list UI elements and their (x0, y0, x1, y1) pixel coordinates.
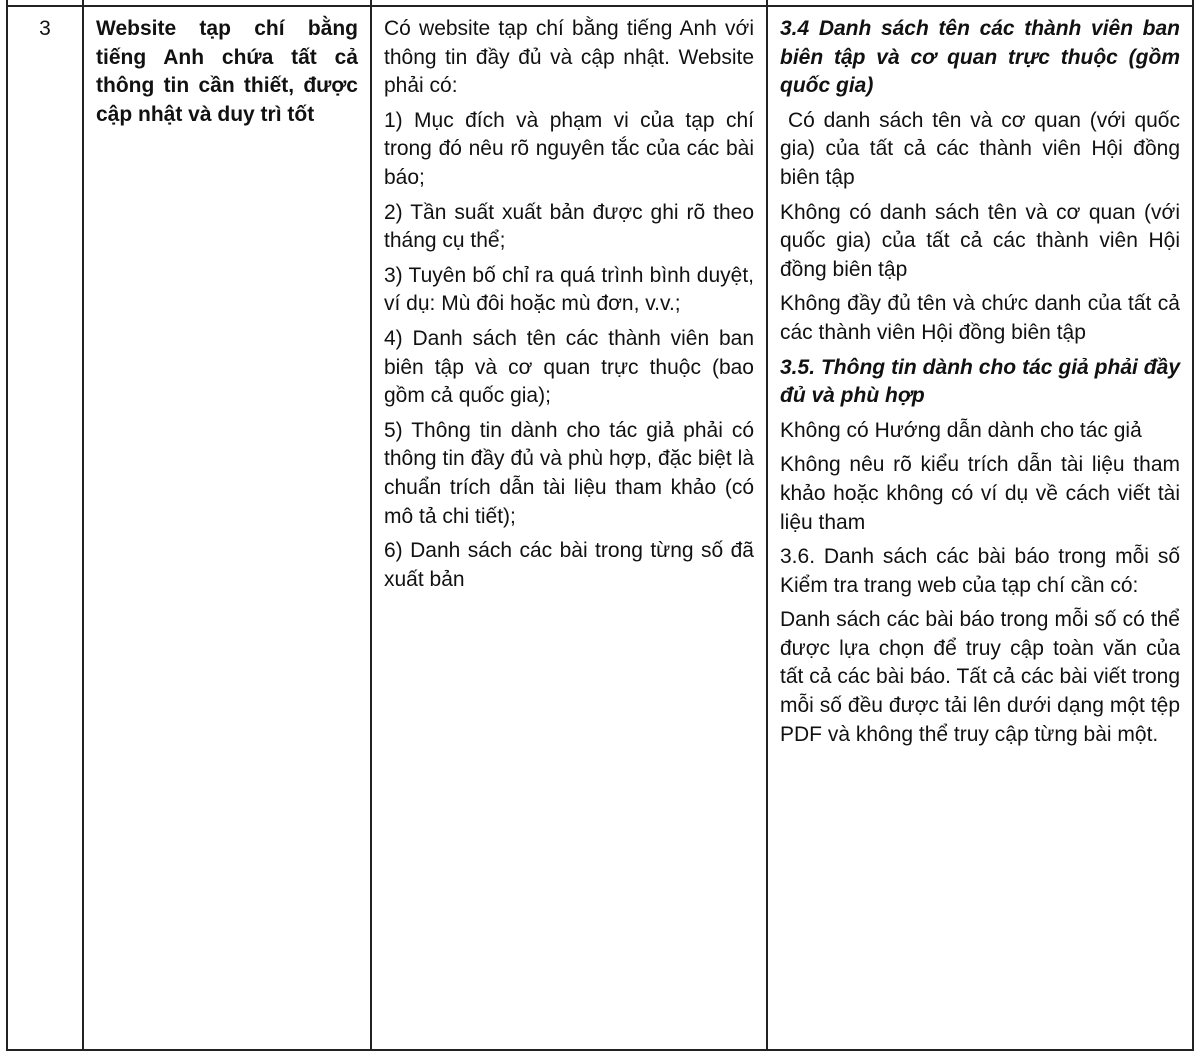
requirement-item: 1) Mục đích và phạm vi của tạp chí trong đó nêu rõ nguyên tắc của các bài báo; (384, 108, 754, 189)
requirement-intro: Có website tạp chí bằng tiếng Anh với thông tin đầy đủ và cập nhật. Website phải có: (384, 17, 754, 98)
section-heading-3-6: 3.6. Danh sách các bài báo trong mỗi số Kiểm tra trang web của tạp chí cần có: (780, 545, 1180, 597)
section-heading-3-5: 3.5. Thông tin dành cho tác giả phải đầy đủ và phù hợp (780, 355, 1180, 408)
evaluation-item: Có danh sách tên và cơ quan (với quốc gia) của tất cả các thành viên Hội đồng biên tập (780, 108, 1180, 189)
requirements-cell (371, 6, 767, 1050)
criteria-table (6, 0, 1194, 1051)
criterion-cell (83, 6, 371, 1050)
evaluation-item: Danh sách các bài báo trong mỗi số có thể được lựa chọn để truy cập toàn văn của tất cả các bài báo. Tất cả các bài viết trong mỗi số đều được tải lên dưới dạng một tệp PDF và không thể truy cập từng bài một. (780, 608, 1180, 746)
requirement-item: 5) Thông tin dành cho tác giả phải có thông tin đầy đủ và phù hợp, đặc biệt là chuẩn trích dẫn tài liệu tham khảo (có mô tả chi tiết); (384, 418, 754, 528)
criterion-text: Website tạp chí bằng tiếng Anh chứa tất cả thông tin cần thiết, được cập nhật và duy trì tốt (96, 17, 358, 126)
requirement-item: 3) Tuyên bố chỉ ra quá trình bình duyệt, ví dụ: Mù đôi hoặc mù đơn, v.v.; (384, 263, 754, 316)
section-heading-3-4: 3.4 Danh sách tên các thành viên ban biên tập và cơ quan trực thuộc (gồm quốc gia) (780, 17, 1180, 98)
evaluation-cell (767, 6, 1193, 1050)
evaluation-item: Không đầy đủ tên và chức danh của tất cả các thành viên Hội đồng biên tập (780, 292, 1180, 344)
requirement-item: 6) Danh sách các bài trong từng số đã xuất bản (384, 539, 754, 591)
evaluation-item: Không nêu rõ kiểu trích dẫn tài liệu tham khảo hoặc không có ví dụ về cách viết tài liệu tham (780, 453, 1180, 534)
table-row (7, 6, 1193, 1050)
evaluation-item: Không có danh sách tên và cơ quan (với quốc gia) của tất cả các thành viên Hội đồng biên tập (780, 200, 1180, 281)
requirement-item: 4) Danh sách tên các thành viên ban biên tập và cơ quan trực thuộc (bao gồm cả quốc gia); (384, 326, 754, 408)
row-number: 3 (7, 6, 83, 1050)
evaluation-item: Không có Hướng dẫn dành cho tác giả (780, 418, 1142, 442)
requirement-item: 2) Tần suất xuất bản được ghi rõ theo tháng cụ thể; (384, 200, 754, 253)
